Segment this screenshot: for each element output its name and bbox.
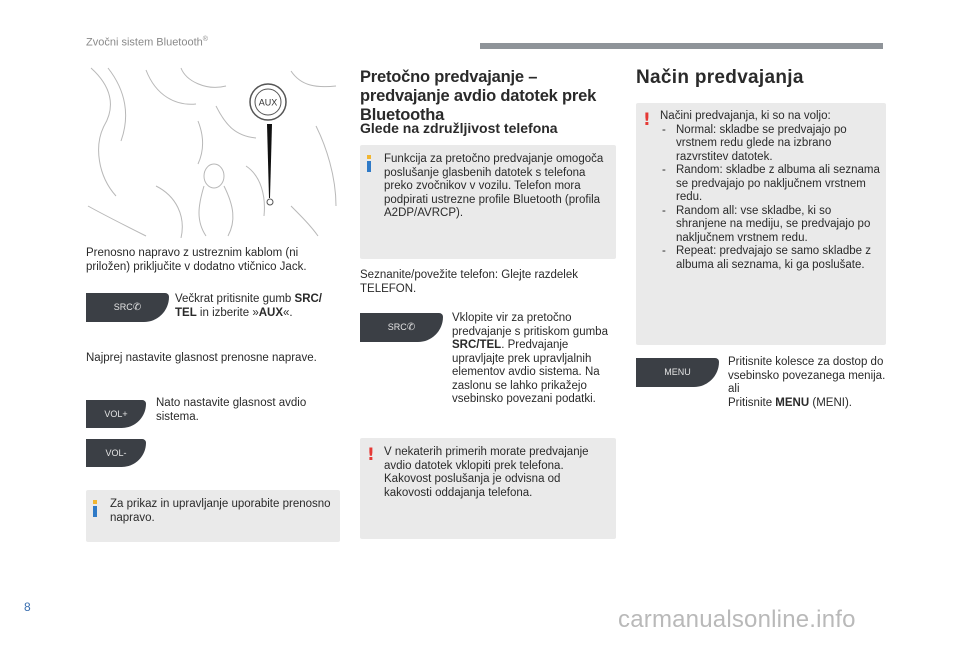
info-callout-streaming xyxy=(360,145,616,259)
vol-minus-label: VOL- xyxy=(105,448,127,458)
mode-text: Repeat: predvajajo se samo skladbe z albuma ali seznama, ki ga poslušate. xyxy=(676,245,871,271)
aux-socket-illustration xyxy=(86,66,341,238)
mode-text: Normal: skladbe se predvajajo po vrstnem redu glede na izbrano razvrstitev datotek. xyxy=(676,123,847,163)
info-icon xyxy=(93,500,97,517)
menu-step-line2 xyxy=(728,397,886,411)
mode-random-all xyxy=(660,205,882,246)
mode-dash: - xyxy=(662,204,666,217)
modes-list xyxy=(660,124,882,273)
menu-key-label: MENU xyxy=(664,367,691,377)
connect-phone-text: Seznanite/povežite telefon: Glejte razdelek TELEFON. xyxy=(360,269,578,295)
warning-callout-modes xyxy=(636,103,886,345)
info-callout-aux xyxy=(86,490,340,542)
aux-intro-text: Prenosno napravo z ustreznim kablom (ni priložen) priključite v dodatno vtičnico Jack. xyxy=(86,247,307,273)
mode-random xyxy=(660,164,882,205)
step1-pre: Večkrat pritisnite gumb xyxy=(175,293,295,305)
playback-mode-title: Način predvajanja xyxy=(636,67,804,88)
vol-plus-label: VOL+ xyxy=(104,409,128,419)
mode-dash: - xyxy=(662,245,666,257)
mode-dash: - xyxy=(662,164,666,176)
aux-label: AUX xyxy=(258,97,278,108)
menu-step-menu: MENU xyxy=(775,396,810,409)
header-bar xyxy=(480,43,883,49)
header-title: Zvočni sistem Bluetooth xyxy=(86,36,203,49)
info-icon xyxy=(367,155,371,172)
streaming-step-text xyxy=(452,312,616,407)
compatibility-subtitle: Glede na združljivost telefona xyxy=(360,120,558,136)
vol-minus-key xyxy=(86,439,146,467)
running-header xyxy=(86,36,208,49)
warning-icon: ! xyxy=(643,110,651,130)
phone-icon: ✆ xyxy=(406,322,416,333)
menu-step-post: (MENI). xyxy=(809,396,852,409)
streaming-step-post: . Predvajanje upravljajte prek upravljalnih elementov avdio sistema. Na zaslonu se lahko prikažejo vsebinsko povezani podatki. xyxy=(452,339,600,405)
streaming-step-src-tel: SRC/TEL xyxy=(452,339,502,351)
src-tel-key xyxy=(360,313,443,342)
vol-plus-key xyxy=(86,400,146,428)
modes-block xyxy=(660,110,882,272)
step1-src-tel: SRC/ TEL xyxy=(175,293,323,319)
src-key-label: SRC xyxy=(113,302,133,312)
menu-step-pre: Pritisnite xyxy=(728,396,776,409)
menu-step-line1: Pritisnite kolesce za dostop do vsebinsko povezanega menija. xyxy=(728,356,886,382)
volume-first-text: Najprej nastavite glasnost prenosne naprave. xyxy=(86,352,317,364)
mode-text: Random all: vse skladbe, ki so shranjene na mediju, se predvajajo po naključnem vrstnem redu. xyxy=(676,204,871,244)
menu-step-text xyxy=(728,356,886,410)
menu-key xyxy=(636,358,719,387)
mode-dash: - xyxy=(662,123,666,136)
step1-mid: in izberite » xyxy=(196,306,259,319)
src-tel-key xyxy=(86,293,169,322)
src-key-label: SRC xyxy=(387,322,407,332)
mode-normal xyxy=(660,124,882,165)
mode-repeat xyxy=(660,245,882,272)
step1-aux: AUX xyxy=(258,306,284,319)
streaming-title: Pretočno predvajanje – predvajanje avdio datotek prek Bluetootha xyxy=(360,68,597,124)
step1-post: «. xyxy=(283,306,293,319)
warning-streaming-text: V nekaterih primerih morate predvajanje avdio datotek vklopiti prek telefona. Kakovost poslušanja je odvisna od kakovosti oddajanja telefona. xyxy=(384,446,589,499)
warning-icon: ! xyxy=(367,445,375,465)
warning-callout-streaming xyxy=(360,438,616,539)
registered-mark: ® xyxy=(202,36,208,43)
info-aux-text: Za prikaz in upravljanje uporabite prenosno napravo. xyxy=(110,498,331,524)
info-streaming-text: Funkcija za pretočno predvajanje omogoča poslušanje glasbenih datotek s telefona preko zvočnikov v vozilu. Telefon mora podpirati ustrezne profile Bluetooth (profila A2DP/AVRCP). xyxy=(384,153,604,219)
modes-intro: Načini predvajanja, ki so na voljo: xyxy=(660,110,831,122)
phone-icon: ✆ xyxy=(132,302,142,313)
aux-step1-text xyxy=(175,293,341,320)
page-number: 8 xyxy=(24,600,31,614)
streaming-step-pre: Vklopite vir za pretočno predvajanje s pritiskom gumba xyxy=(452,312,608,338)
aux-step2-text: Nato nastavite glasnost avdio sistema. xyxy=(156,397,307,423)
mode-text: Random: skladbe z albuma ali seznama se predvajajo po naključnem vrstnem redu. xyxy=(676,164,880,203)
menu-step-or: ali xyxy=(728,383,740,395)
watermark: carmanualsonline.info xyxy=(618,606,856,633)
